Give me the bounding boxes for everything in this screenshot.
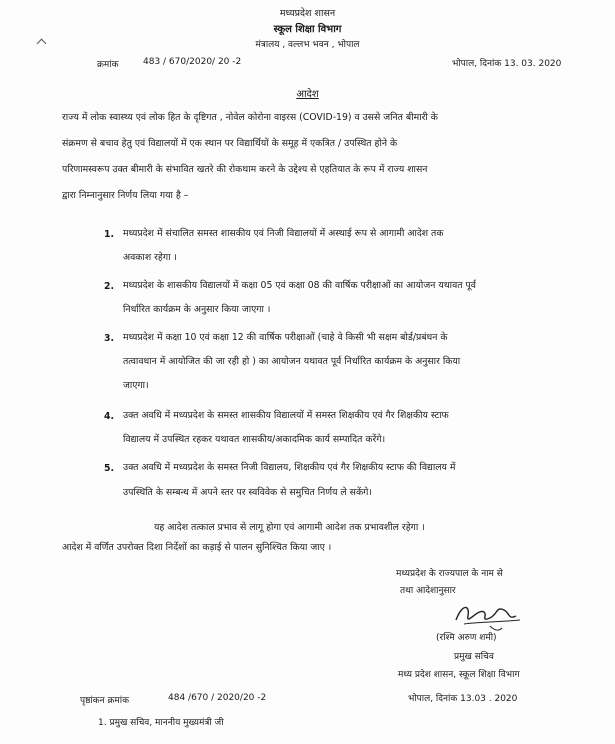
govt-name: मध्यप्रदेश शासन: [279, 8, 336, 19]
signatory-designation: प्रमुख सचिव: [454, 652, 494, 662]
point-line: मध्यप्रदेश में कक्षा 10 एवं कक्षा 12 की वार्षिक परीक्षाओं (चाहे वे किसी भी सक्षम बोर्ड/प्रबंधन के: [123, 332, 448, 343]
signature-place-date: भोपाल, दिनांक 13.03 . 2020: [408, 694, 518, 704]
point-number: 2.: [104, 281, 115, 292]
intro-line: संक्रमण से बचाव हेतु एवं विद्यालयों में एक स्थान पर विद्यार्थियों के समूह में एकत्रित / उपस्थित होने के: [62, 138, 398, 149]
intro-line: द्वारा निम्नानुसार निर्णय लिया गया है –: [62, 190, 189, 201]
point-line: उक्त अवधि में मध्यप्रदेश के समस्त शासकीय विद्यालयों में समस्त शिक्षकीय एवं गैर शिक्षकीय स्टाफ: [123, 410, 449, 421]
order-title: आदेश: [296, 89, 319, 100]
closing-line: यह आदेश तत्काल प्रभाव से लागू होगा एवं आगामी आदेश तक प्रभावशील रहेगा ।: [154, 522, 425, 533]
endorsement-item: 1. प्रमुख सचिव, माननीय मुख्यमंत्री जी: [98, 718, 224, 728]
point-number: 4.: [104, 411, 115, 422]
endorsement-number: 484 /670 / 2020/20 -2: [168, 693, 267, 703]
point-number: 1.: [104, 229, 115, 240]
governor-line: मध्यप्रदेश के राज्यपाल के नाम से: [396, 569, 503, 579]
reference-label: क्रमांक: [97, 60, 119, 70]
point-number: 5.: [104, 463, 115, 474]
point-line: उक्त अवधि में मध्यप्रदेश के समस्त निजी विद्यालय, शिक्षकीय एवं गैर शिक्षकीय स्टाफ की विद्यालय में: [123, 462, 456, 473]
point-number: 3.: [104, 333, 115, 344]
signatory-name: (रश्मि अरुण शमी): [436, 633, 497, 643]
point-line: जाएगा।: [123, 380, 149, 391]
intro-line: परिणामस्वरूप उक्त बीमारी के संभावित खतरे की रोकथाम करने के उद्देश्य से एहतियात के रूप में राज्य शासन: [62, 164, 428, 175]
place-date: भोपाल, दिनांक 13. 03. 2020: [452, 59, 562, 69]
point-line: उपस्थिति के सम्बन्ध में अपने स्तर पर स्वविवेक से समुचित निर्णय ले सकेंगे।: [123, 487, 372, 498]
point-line: मध्यप्रदेश के शासकीय विद्यालयों में कक्षा 05 एवं कक्षा 08 की वार्षिक परीक्षाओं का आयोजन यथावत पूर्व: [123, 280, 476, 291]
point-line: तत्वावधान में आयोजित की जा रही हो ) का आयोजन यथावत पूर्व निर्धारित कार्यक्रम के अनुसार किया: [123, 356, 461, 367]
point-line: निर्धारित कार्यक्रम के अनुसार किया जाएगा ।: [123, 304, 271, 315]
governor-line: तथा आदेशानुसार: [400, 586, 456, 596]
endorsement-label: पृष्ठांकन क्रमांक: [80, 696, 130, 706]
point-line: विद्यालय में उपस्थित रहकर यथावत शासकीय/अकादमिक कार्य सम्पादित करेंगे।: [123, 434, 386, 445]
reference-number: 483 / 670/2020/ 20 -2: [143, 57, 242, 67]
department-name: स्कूल शिक्षा विभाग: [273, 24, 342, 35]
point-line: मध्यप्रदेश में संचालित समस्त शासकीय एवं निजी विद्यालयों में अस्थाई रूप से आगामी आदेश तक: [123, 228, 444, 239]
signatory-office: मध्य प्रदेश शासन, स्कूल शिक्षा विभाग: [398, 670, 520, 680]
office-address: मंत्रालय , वल्लभ भवन , भोपाल: [255, 40, 360, 50]
intro-line: राज्य में लोक स्वास्थ्य एवं लोक हित के दृष्टिगत , नोवेल कोरोना वाइरस (COVID-19) व उससे जनित बीमारी के: [62, 112, 438, 123]
closing-line: आदेश में वर्णित उपरोक्त दिशा निर्देशों का कड़ाई से पालन सुनिश्चित किया जाए ।: [62, 542, 332, 553]
point-line: अवकाश रहेगा ।: [123, 252, 177, 263]
